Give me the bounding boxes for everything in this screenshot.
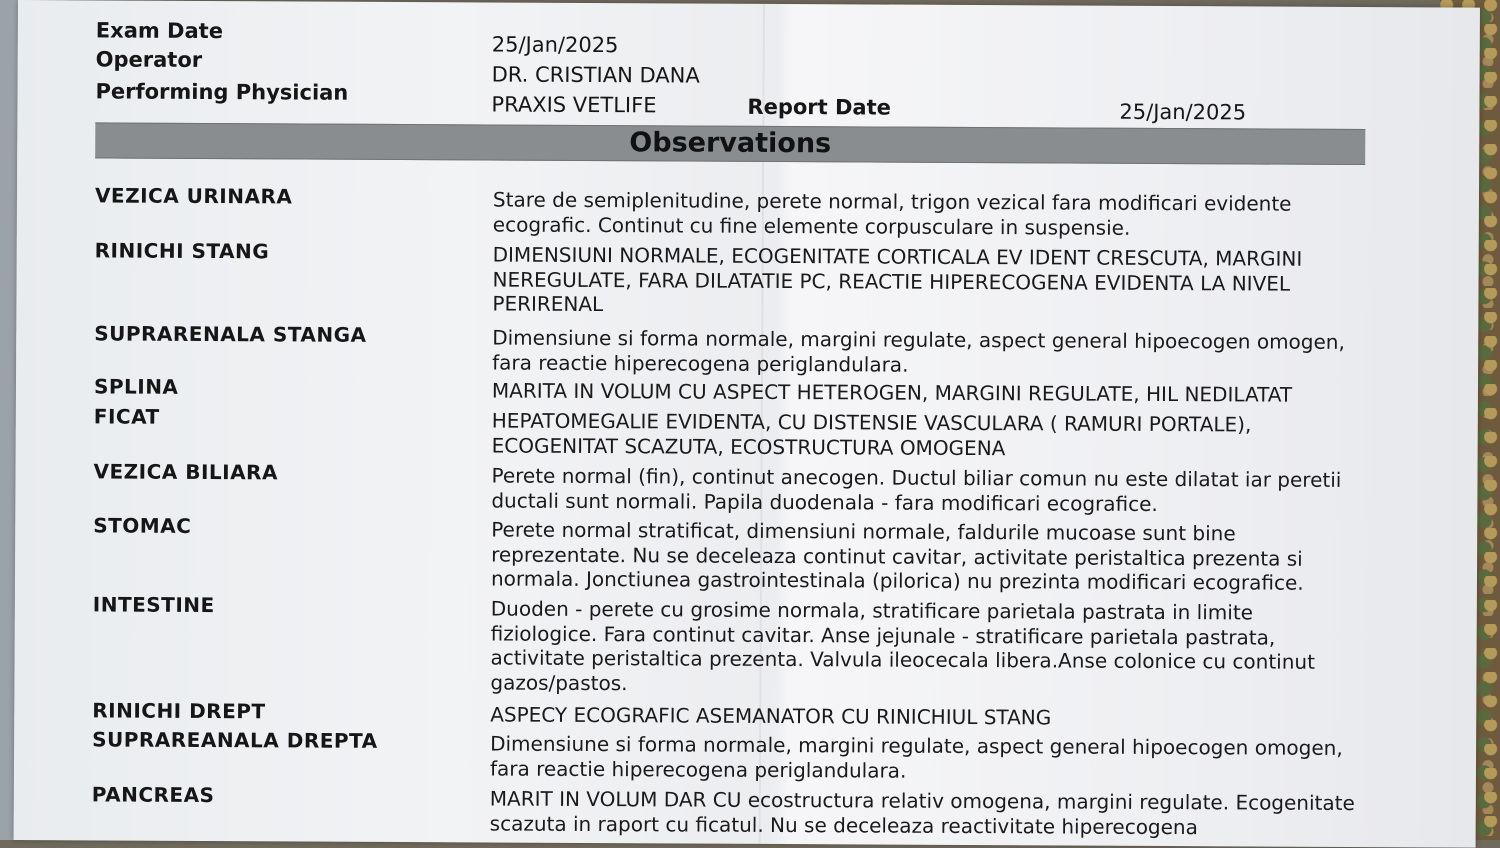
organ-finding: ASPECY ECOGRAFIC ASEMANATOR CU RINICHIUL STANG [490,702,1052,730]
operator-value: DR. CRISTIAN DANA [491,62,700,88]
organ-finding: Dimensiune si forma normale, margini regulate, aspect general hipoecogen omogen, fara reactie hiperecogena periglandulara. [492,325,1345,377]
observations-header-bar [95,122,1365,165]
organ-finding: Duoden - perete cu grosime normala, stratificare parietala pastrata in limite fiziologice. Fara continut cavitar. Anse jejunale - stratificare parietala pastrata, activitate peristaltica prezenta. Valvula ileocecala libera.Anse colonice cu continut gazos/pastos. [490,596,1316,695]
organ-label: STOMAC [93,513,192,538]
organ-label: SPLINA [93,374,179,399]
organ-finding: HEPATOMEGALIE EVIDENTA, CU DISTENSIE VASCULARA ( RAMURI PORTALE), ECOGENITAT SCAZUTA, ECOSTRUCTURA OMOGENA [491,408,1252,460]
organ-label: SUPRAREANALA DREPTA [92,727,378,753]
organ-label: SUPRARENALA STANGA [94,321,367,347]
operator-label: Operator [95,47,203,72]
observations-title: Observations [629,127,832,160]
observation-row [16,321,1456,377]
physician-value: PRAXIS VETLIFE [491,92,657,118]
organ-label: PANCREAS [91,782,215,808]
report-date-label: Report Date [747,94,891,120]
organ-finding: MARIT IN VOLUM DAR CU ecostructura relativ omogena, margini regulate. Ecogenitate scazuta in raport cu ficatul. Nu se deceleaza reactivitate hiperecogena [489,786,1355,839]
observation-row [17,183,1457,240]
organ-finding: Dimensiune si forma normale, margini regulate, aspect general hipoecogen omogen, fara reactie hiperecogena periglandulara. [489,731,1343,783]
organ-label: FICAT [93,404,160,429]
organ-label: VEZICA URINARA [94,183,293,209]
organ-finding: Perete normal stratificat, dimensiuni normale, faldurile mucoase sunt bine reprezentate. Nu se deceleaza continut cavitar, activitate peristaltica prezenta si normala. Jonctiunea gastrointestinala (pilorica) nu prezinta modificari ecografice. [490,517,1304,595]
organ-label: RINICHI DREPT [92,698,266,724]
physician-label: Performing Physician [95,79,349,105]
organ-label: RINICHI STANG [94,238,270,264]
exam-date-label: Exam Date [95,18,224,44]
organ-label: INTESTINE [92,592,215,618]
report-paper [14,0,1480,848]
organ-label: VEZICA BILIARA [93,459,279,485]
exam-date-value: 25/Jan/2025 [491,32,619,58]
organ-finding: Perete normal (fin), continut anecogen. Ductul biliar comun nu este dilatat iar peretii ductali sunt normali. Papila duodenala - fara modificari ecografice. [491,463,1342,516]
organ-finding: MARITA IN VOLUM CU ASPECT HETEROGEN, MARGINI REGULATE, HIL NEDILATAT [491,378,1293,407]
organ-finding: DIMENSIUNI NORMALE, ECOGENITATE CORTICALA EV IDENT CRESCUTA, MARGINI NEREGULATE, FARA DILATATIE PC, REACTIE HIPERECOGENA EVIDENTA LA NIVEL PERIRENAL [492,242,1303,317]
report-date-value: 25/Jan/2025 [1119,99,1247,125]
organ-finding: Stare de semiplenitudine, perete normal, trigon vezical fara modificari evidente ecografic. Continut cu fine elemente corpusculare in suspensie. [492,187,1292,240]
observation-row [14,698,1454,730]
